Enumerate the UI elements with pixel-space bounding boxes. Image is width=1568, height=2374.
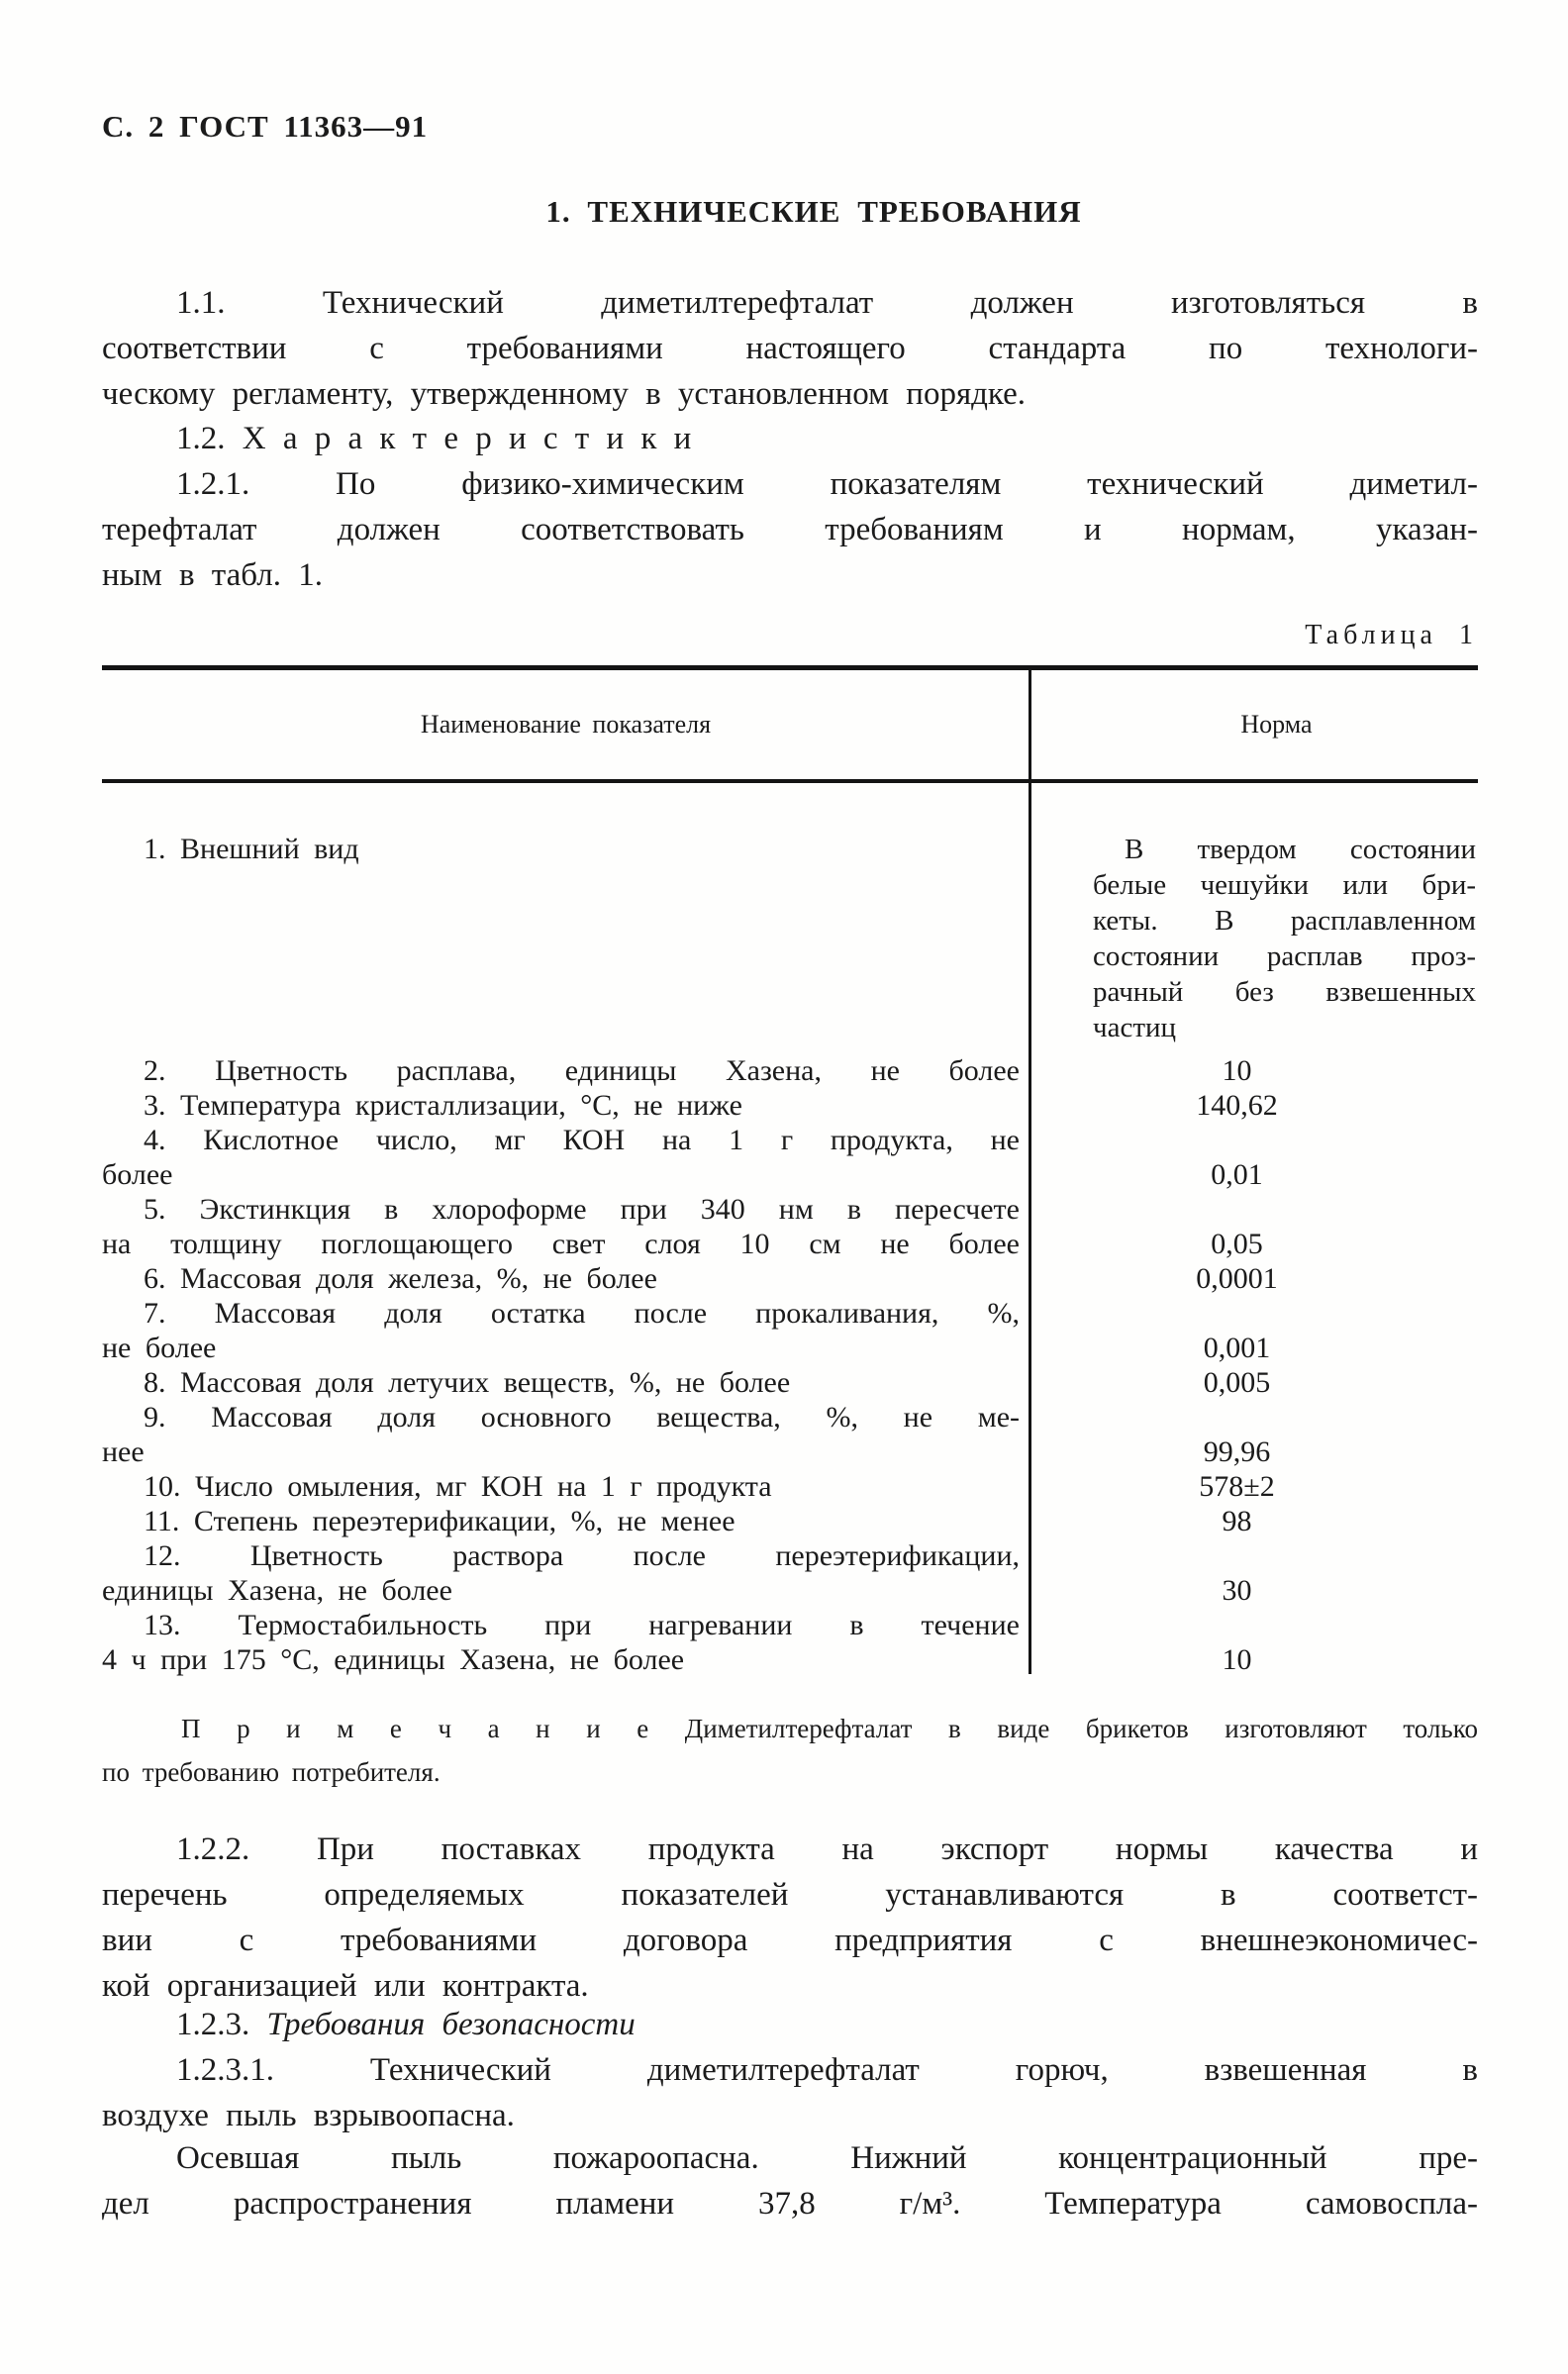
paragraph-line: кой организацией или контракта.	[102, 1968, 589, 2004]
row-value: 0,001	[1203, 1332, 1271, 1364]
row-value-line: рачный без взвешенных	[1093, 976, 1476, 1008]
row-value-cell	[1035, 832, 1478, 1045]
paragraph-dust-hazard	[102, 2135, 1478, 2226]
row-name-cell	[102, 1365, 1029, 1400]
paragraph-line: ным в табл. 1.	[102, 557, 323, 593]
row-name-line: 4 ч при 175 °С, единицы Хазена, не более	[102, 1643, 685, 1676]
row-name-line: не более	[102, 1332, 217, 1364]
paragraph-1-1	[102, 280, 1478, 417]
row-value: 140,62	[1196, 1089, 1278, 1122]
note-line: П р и м е ч а н и е Диметилтерефталат в виде брикетов изготовляют только	[181, 1714, 1478, 1743]
row-name-line: нее	[102, 1435, 145, 1468]
row-value: 0,01	[1211, 1158, 1263, 1191]
table-caption: Таблица 1	[1305, 620, 1478, 650]
clause-title: Требования безопасности	[266, 2007, 636, 2042]
row-value: 98	[1222, 1505, 1252, 1537]
paragraph-line: 1.2.3.1. Технический диметилтерефталат горюч, взвешенная в	[176, 2052, 1478, 2088]
row-name-cell	[102, 1296, 1029, 1365]
row-value-cell	[1035, 1053, 1478, 1088]
row-value: 0,0001	[1196, 1262, 1278, 1295]
paragraph-1-2-3	[102, 2002, 1478, 2047]
row-name-line: 2. Цветность расплава, единицы Хазена, не более	[144, 1054, 1020, 1087]
row-value-cell	[1035, 1088, 1478, 1123]
row-value: 30	[1222, 1574, 1252, 1607]
table-note	[102, 1707, 1478, 1794]
table-row	[102, 1123, 1478, 1192]
table-row	[102, 1469, 1478, 1504]
row-name-line: 9. Массовая доля основного вещества, %, не ме-	[144, 1401, 1020, 1434]
row-name-cell	[102, 1469, 1029, 1504]
paragraph-line: Осевшая пыль пожароопасна. Нижний концентрационный пре-	[176, 2140, 1478, 2176]
paragraph-1-2	[102, 416, 1478, 461]
row-name-line: единицы Хазена, не более	[102, 1574, 452, 1607]
paragraph-1-2-2	[102, 1827, 1478, 2009]
paragraph-line: дел распространения пламени 37,8 г/м³. Температура самовоспла-	[102, 2186, 1478, 2222]
row-name-line: 11. Степень переэтерификации, %, не менее	[144, 1505, 735, 1537]
table-row	[102, 1365, 1478, 1400]
row-value: 0,05	[1211, 1228, 1263, 1260]
table-row	[102, 1296, 1478, 1365]
paragraph-line: 1.2.1. По физико-химическим показателям технический диметил-	[176, 466, 1478, 502]
paragraph-line: вии с требованиями договора предприятия с внешнеэкономичес-	[102, 1923, 1478, 1958]
table-header-rule	[102, 779, 1478, 783]
table-row	[102, 832, 1478, 1045]
row-name-line: более	[102, 1158, 173, 1191]
paragraph-line	[102, 2002, 1478, 2047]
row-name-line: 7. Массовая доля остатка после прокаливания, %,	[144, 1297, 1020, 1330]
clause-number: 1.2.3.	[176, 2007, 250, 2042]
row-name-line: 1. Внешний вид	[144, 833, 359, 865]
row-name-line: 6. Массовая доля железа, %, не более	[144, 1262, 657, 1295]
row-name-cell	[102, 1538, 1029, 1608]
table-row	[102, 1261, 1478, 1296]
paragraph-line: 1.1. Технический диметилтерефталат должен изготовляться в	[176, 285, 1478, 321]
row-value-cell	[1035, 1538, 1478, 1608]
row-name-line: 3. Температура кристаллизации, °С, не ниже	[144, 1089, 742, 1122]
table-row	[102, 1538, 1478, 1608]
page-header: С. 2 ГОСТ 11363—91	[102, 109, 429, 144]
note-line: по требованию потребителя.	[102, 1757, 441, 1787]
paragraph-line: 1.2. Х а р а к т е р и с т и к и	[176, 421, 692, 456]
table-row	[102, 1053, 1478, 1088]
row-name-cell	[102, 1261, 1029, 1296]
row-value-cell	[1035, 1123, 1478, 1192]
table-row	[102, 1088, 1478, 1123]
row-name-cell	[102, 1608, 1029, 1677]
table-header-row	[102, 670, 1478, 779]
row-value-line: частиц	[1093, 1012, 1177, 1043]
row-name-line: 13. Термостабильность при нагревании в течение	[144, 1609, 1020, 1641]
table-row	[102, 1608, 1478, 1677]
row-name-cell	[102, 1123, 1029, 1192]
table-row	[102, 1192, 1478, 1261]
row-name-line: 4. Кислотное число, мг КОН на 1 г продукта, не	[144, 1124, 1020, 1156]
row-value: 10	[1222, 1643, 1252, 1676]
row-value-cell	[1035, 1400, 1478, 1469]
row-name-cell	[102, 1192, 1029, 1261]
row-value-cell	[1035, 1608, 1478, 1677]
paragraph-1-2-1	[102, 461, 1478, 598]
row-name-cell	[102, 1053, 1029, 1088]
table-row	[102, 1400, 1478, 1469]
row-name-cell	[102, 1504, 1029, 1538]
row-value-cell	[1035, 1192, 1478, 1261]
paragraph-line: ческому регламенту, утвержденному в установленном порядке.	[102, 376, 1027, 412]
paragraph-1-2-3-1	[102, 2047, 1478, 2138]
paragraph-line: перечень определяемых показателей устанавливаются в соответст-	[102, 1877, 1478, 1913]
row-value-line: В твердом состоянии	[1125, 834, 1476, 865]
row-value-text	[1093, 832, 1476, 1045]
row-value-cell	[1035, 1504, 1478, 1538]
row-value-cell	[1035, 1365, 1478, 1400]
table-header-norm: Норма	[1240, 710, 1313, 739]
row-name-line: 8. Массовая доля летучих веществ, %, не более	[144, 1366, 791, 1399]
section-title: 1. ТЕХНИЧЕСКИЕ ТРЕБОВАНИЯ	[545, 194, 1082, 229]
row-value-line: состоянии расплав проз-	[1093, 940, 1476, 972]
row-value-line: кеты. В расплавленном	[1093, 905, 1476, 937]
row-name-line: 12. Цветность раствора после переэтерификации,	[144, 1539, 1020, 1572]
paragraph-line: терефталат должен соответствовать требованиям и нормам, указан-	[102, 512, 1478, 547]
row-name-cell	[102, 1088, 1029, 1123]
row-value-cell	[1035, 1469, 1478, 1504]
row-value-line: белые чешуйки или бри-	[1093, 869, 1476, 901]
row-name-cell	[102, 832, 1029, 1045]
row-name-line: на толщину поглощающего свет слоя 10 см не более	[102, 1228, 1020, 1260]
row-value-cell	[1035, 1296, 1478, 1365]
row-name-line: 10. Число омыления, мг КОН на 1 г продукта	[144, 1470, 772, 1503]
row-value: 0,005	[1203, 1366, 1271, 1399]
row-name-cell	[102, 1400, 1029, 1469]
paragraph-line: 1.2.2. При поставках продукта на экспорт нормы качества и	[176, 1831, 1478, 1867]
table-header-name: Наименование показателя	[420, 710, 712, 739]
row-value: 578±2	[1199, 1470, 1275, 1503]
row-value: 10	[1222, 1054, 1252, 1087]
table-row	[102, 1504, 1478, 1538]
paragraph-line: соответствии с требованиями настоящего стандарта по технологи-	[102, 331, 1478, 366]
row-value: 99,96	[1203, 1435, 1271, 1468]
paragraph-line: воздухе пыль взрывоопасна.	[102, 2098, 515, 2133]
row-name-line: 5. Экстинкция в хлороформе при 340 нм в пересчете	[144, 1193, 1020, 1226]
row-value-cell	[1035, 1261, 1478, 1296]
table-body	[102, 832, 1478, 1677]
